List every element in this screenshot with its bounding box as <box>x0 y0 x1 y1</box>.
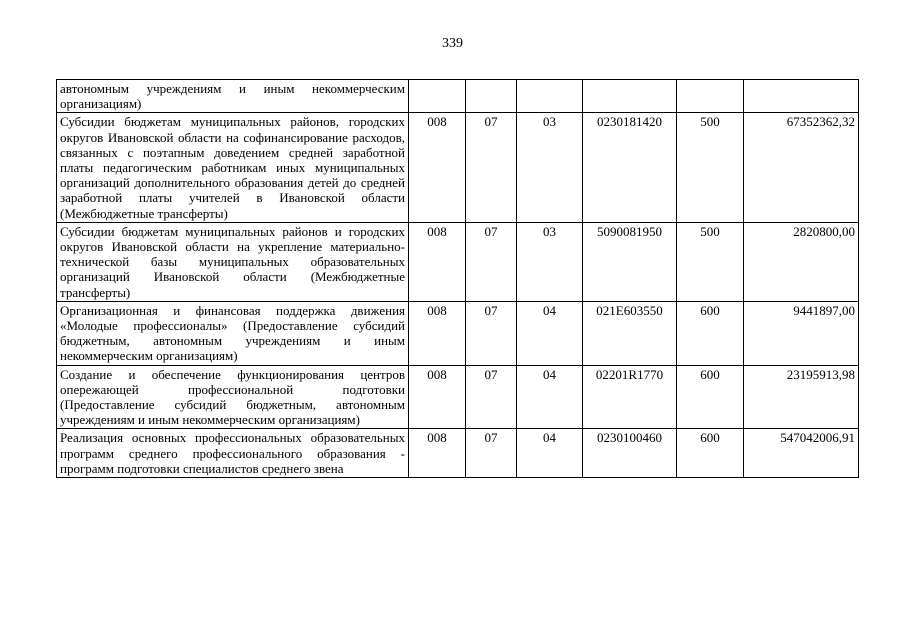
expense-type-code: 600 <box>677 301 744 365</box>
ministry-code: 008 <box>409 301 466 365</box>
section-code: 07 <box>466 301 517 365</box>
section-code: 07 <box>466 222 517 301</box>
ministry-code: 008 <box>409 365 466 429</box>
target-article-code <box>583 80 677 113</box>
target-article-code: 0230100460 <box>583 429 677 478</box>
table-row <box>57 429 859 478</box>
subsection-code: 04 <box>517 365 583 429</box>
row-name: Организационная и финансовая поддержка движения «Молодые профессионалы» (Предоставление субсидий бюджетным, автономным учреждениям и иным некоммерческим организациям) <box>57 301 409 365</box>
target-article-code: 02201R1770 <box>583 365 677 429</box>
subsection-code: 03 <box>517 113 583 222</box>
target-article-code: 0230181420 <box>583 113 677 222</box>
ministry-code <box>409 80 466 113</box>
ministry-code: 008 <box>409 429 466 478</box>
amount: 23195913,98 <box>744 365 859 429</box>
ministry-code: 008 <box>409 222 466 301</box>
expense-type-code <box>677 80 744 113</box>
section-code: 07 <box>466 365 517 429</box>
expense-type-code: 600 <box>677 365 744 429</box>
budget-table <box>56 79 859 478</box>
amount: 9441897,00 <box>744 301 859 365</box>
expense-type-code: 500 <box>677 222 744 301</box>
amount <box>744 80 859 113</box>
page-number: 339 <box>442 36 463 51</box>
section-code <box>466 80 517 113</box>
ministry-code: 008 <box>409 113 466 222</box>
subsection-code: 04 <box>517 301 583 365</box>
amount: 2820800,00 <box>744 222 859 301</box>
expense-type-code: 600 <box>677 429 744 478</box>
row-name: Создание и обеспечение функционирования центров опережающей профессиональной подготовки (Предоставление субсидий бюджетным, автономным учреждениям и иным некоммерческим организациям) <box>57 365 409 429</box>
target-article-code: 5090081950 <box>583 222 677 301</box>
target-article-code: 021E603550 <box>583 301 677 365</box>
amount: 547042006,91 <box>744 429 859 478</box>
table-row <box>57 113 859 222</box>
subsection-code: 04 <box>517 429 583 478</box>
table-row <box>57 222 859 301</box>
table-row <box>57 365 859 429</box>
row-name: Субсидии бюджетам муниципальных районов, городских округов Ивановской области на софинансирование расходов, связанных с поэтапным доведением средней заработной платы педагогическим работникам иных муниципальных организаций дополнительного образования детей до средней заработной платы учителей в Ивановской области (Межбюджетные трансферты) <box>57 113 409 222</box>
subsection-code <box>517 80 583 113</box>
section-code: 07 <box>466 429 517 478</box>
row-name: Реализация основных профессиональных образовательных программ среднего профессионального образования - программ подготовки специалистов среднего звена <box>57 429 409 478</box>
table-row <box>57 80 859 113</box>
table-row <box>57 301 859 365</box>
row-name: Субсидии бюджетам муниципальных районов и городских округов Ивановской области на укрепление материально-технической базы муниципальных образовательных организаций Ивановской области (Межбюджетные трансферты) <box>57 222 409 301</box>
subsection-code: 03 <box>517 222 583 301</box>
expense-type-code: 500 <box>677 113 744 222</box>
section-code: 07 <box>466 113 517 222</box>
row-name: автономным учреждениям и иным некоммерческим организациям) <box>57 80 409 113</box>
amount: 67352362,32 <box>744 113 859 222</box>
